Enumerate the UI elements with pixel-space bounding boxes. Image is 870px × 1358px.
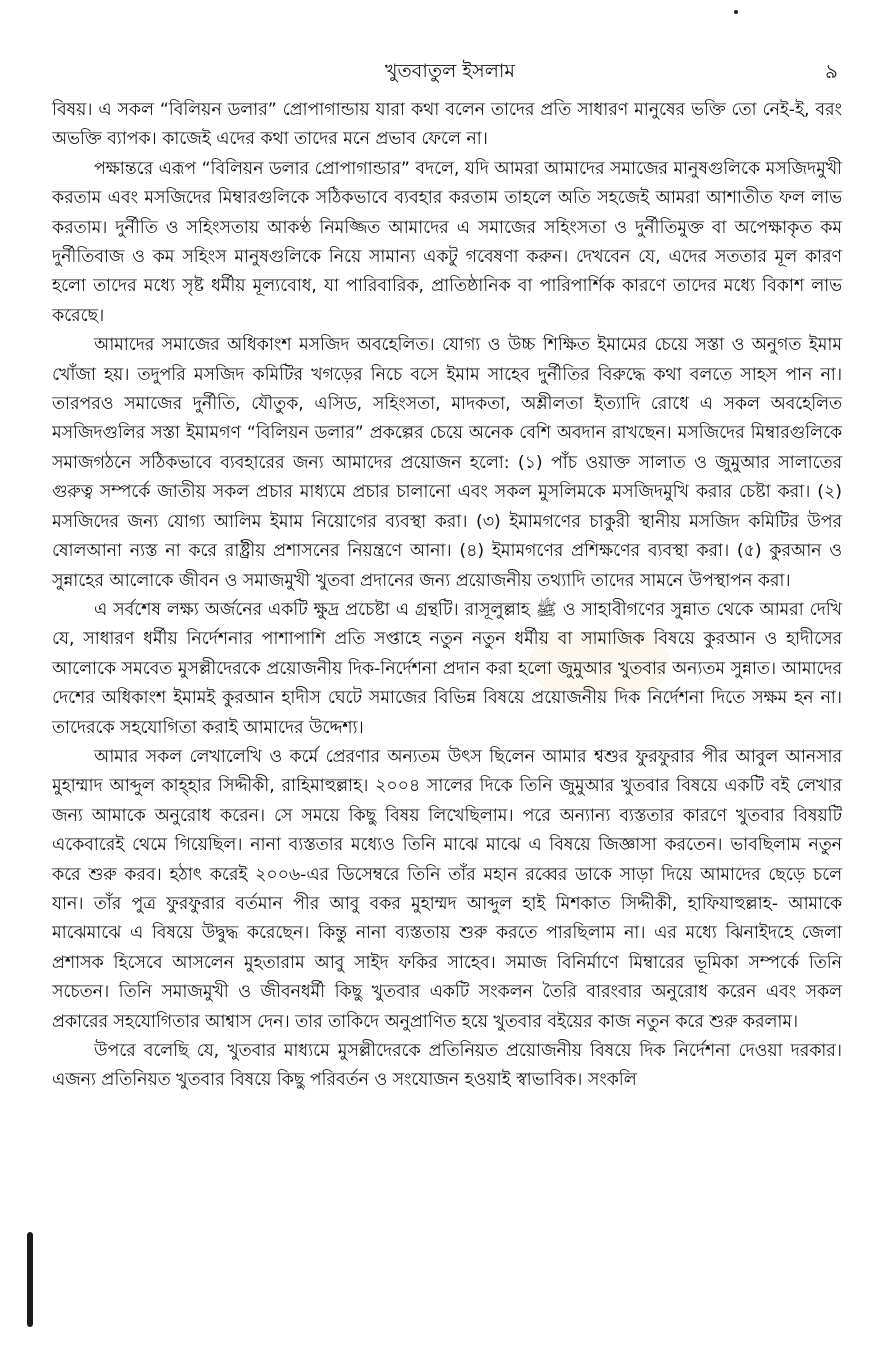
paragraph-6: উপরে বলেছি যে, খুতবার মাধ্যমে মুসল্লীদেরকে প্রতিনিয়ত প্রয়োজনীয় বিষয়ে দিক নির্দেশনা দেওয়া দরকার। এজন্য প্রতিনিয়ত খুতবার বিষয়ে কিছু পরিবর্তন ও সংযোজন হওয়াই স্বাভাবিক। সংকলি: [52, 1041, 842, 1091]
paragraph-1: বিষয়। এ সকল “বিলিয়ন ডলার” প্রোপাগান্ডায় যারা কথা বলেন তাদের প্রতি সাধারণ মানুষের ভক্তি তো নেই-ই, বরং অভক্তি ব্যাপক। কাজেই এদের কথা তাদের মনে প্রভাব ফেলে না।: [52, 100, 842, 150]
paragraph-4: এ সর্বশেষ লক্ষ্য অর্জনের একটি ক্ষুদ্র প্রচেষ্টা এ গ্রন্থটি। রাসূলুল্লাহ ﷺ ও সাহাবীগণের সুন্নাত থেকে আমরা দেখি যে, সাধারণ ধর্মীয় নির্দেশনার পাশাপাশি প্রতি সপ্তাহে নতুন নতুন ধর্মীয় বা সামাজিক বিষয়ে কুরআন ও হাদীসের আলোকে সমবেত মুসল্লীদেরকে প্রয়োজনীয় দিক-নির্দেশনা প্রদান করা হলো জুমুআর খুতবার অন্যতম সুন্নাত। আমাদের দেশের অধিকাংশ ইমামই কুরআন হাদীস ঘেটে সমাজের বিভিন্ন বিষয়ে প্রয়োজনীয় দিক নির্দেশনা দিতে সক্ষম হন না। তাদেরকে সহযোগিতা করাই আমাদের উদ্দেশ্য।: [52, 599, 842, 738]
body-text: [52, 96, 842, 1096]
paragraph-5: আমার সকল লেখালেখি ও কর্মে প্রেরণার অন্যতম উৎস ছিলেন আমার শ্বশুর ফুরফুরার পীর আবুল আনসার মুহাম্মাদ আব্দুল কাহ্হার সিদ্দীকী, রাহিমাহুল্লাহ। ২০০৪ সালের দিকে তিনি জুমুআর খুতবার বিষয়ে একটি বই লেখার জন্য আমাকে অনুরোধ করেন। সে সময়ে কিছু বিষয় লিখেছিলাম। পরে অন্যান্য ব্যস্ততার কারণে খুতবার বিষয়টি একেবারেই থেমে গিয়েছিল। নানা ব্যস্ততার মধ্যেও তিনি মাঝে মাঝে এ বিষয়ে জিজ্ঞাসা করতেন। ভাবছিলাম নতুন করে শুরু করব। হঠাৎ করেই ২০০৬-এর ডিসেম্বরে তিনি তাঁর মহান রব্বের ডাকে সাড়া দিয়ে আমাদের ছেড়ে চলে যান। তাঁর পুত্র ফুরফুরার বর্তমান পীর আবু বকর মুহাম্মদ আব্দুল হাই মিশকাত সিদ্দীকী, হাফিযাহুল্লাহ- আমাকে মাঝেমাঝে এ বিষয়ে উদ্বুদ্ধ করেছেন। কিন্তু নানা ব্যস্ততায় শুরু করতে পারছিলাম না। এর মধ্যে ঝিনাইদহে জেলা প্রশাসক হিসেবে আসলেন মুহতারাম আবু সাইদ ফকির সাহেব। সমাজ বিনির্মাণে মিম্বারের ভূমিকা সম্পর্কে তিনি সচেতন। তিনি সমাজমুখী ও জীবনধর্মী কিছু খুতবার একটি সংকলন তৈরি বারংবার অনুরোধ করেন এবং সকল প্রকারের সহযোগিতার আশ্বাস দেন। তার তাকিদে অনুপ্রাণিত হয়ে খুতবার বইয়ের কাজ নতুন করে শুরু করলাম।: [52, 746, 842, 1032]
page-number: ৯: [825, 59, 838, 83]
running-header: [0, 58, 870, 88]
paragraph-3: আমাদের সমাজের অধিকাংশ মসজিদ অবহেলিত। যোগ্য ও উচ্চ শিক্ষিত ইমামের চেয়ে সস্তা ও অনুগত ইমাম খোঁজা হয়। তদুপরি মসজিদ কমিটির খগড়ের নিচে বসে ইমাম সাহেব দুর্নীতির বিরুদ্ধে কথা বলতে সাহস পান না। তারপরও সমাজের দুর্নীতি, যৌতুক, এসিড, সহিংসতা, মাদকতা, অশ্লীলতা ইত্যাদি রোধে এ সকল অবহেলিত মসজিদগুলির সস্তা ইমামগণ “বিলিয়ন ডলার” প্রকল্পের চেয়ে অনেক বেশি অবদান রাখছেন। মসজিদের মিম্বারগুলিকে সমাজগঠনে সঠিকভাবে ব্যবহারের জন্য আমাদের প্রয়োজন হলো: (১) পাঁচ ওয়াক্ত সালাত ও জুমুআর সালাতের গুরুত্ব সম্পর্কে জাতীয় সকল প্রচার মাধ্যমে প্রচার চালানো এবং সকল মুসলিমকে মসজিদমুখি করার চেষ্টা করা। (২) মসজিদের জন্য যোগ্য আলিম ইমাম নিয়োগের ব্যবস্থা করা। (৩) ইমামগণের চাকুরী স্থানীয় মসজিদ কমিটির উপর ষোলআনা ন্যস্ত না করে রাষ্ট্রীয় প্রশাসনের নিয়ন্ত্রণে আনা। (৪) ইমামগণের প্রশিক্ষণের ব্যবস্থা করা। (৫) কুরআন ও সুন্নাহের আলোকে জীবন ও সমাজমুখী খুতবা প্রদানের জন্য প্রয়োজনীয় তথ্যাদি তাদের সামনে উপস্থাপন করা।: [52, 335, 842, 591]
paragraph-2: পক্ষান্তরে এরূপ “বিলিয়ন ডলার প্রোপাগান্ডার” বদলে, যদি আমরা আমাদের সমাজের মানুষগুলিকে মসজিদমুখী করতাম এবং মসজিদের মিম্বারগুলিকে সঠিকভাবে ব্যবহার করতাম তাহলে অতি সহজেই আমরা আশাতীত ফল লাভ করতাম। দুর্নীতি ও সহিংসতায় আকণ্ঠ নিমজ্জিত আমাদের এ সমাজের সহিংসতা ও দুর্নীতিমুক্ত বা অপেক্ষাকৃত কম দুর্নীতিবাজ ও কম সহিংস মানুষগুলিকে নিয়ে সামান্য একটু গবেষণা করুন। দেখবেন যে, এদের সততার মূল কারণ হলো তাদের মধ্যে সৃষ্ট ধর্মীয় মূল্যবোধ, যা পারিবারিক, প্রাতিষ্ঠানিক বা পারিপার্শিক কারণে তাদের মধ্যে বিকাশ লাভ করেছে।: [52, 158, 842, 326]
margin-mark: [27, 1232, 33, 1327]
ink-speck: [734, 10, 738, 14]
running-title: খুতবাতুল ইসলাম: [385, 60, 515, 82]
